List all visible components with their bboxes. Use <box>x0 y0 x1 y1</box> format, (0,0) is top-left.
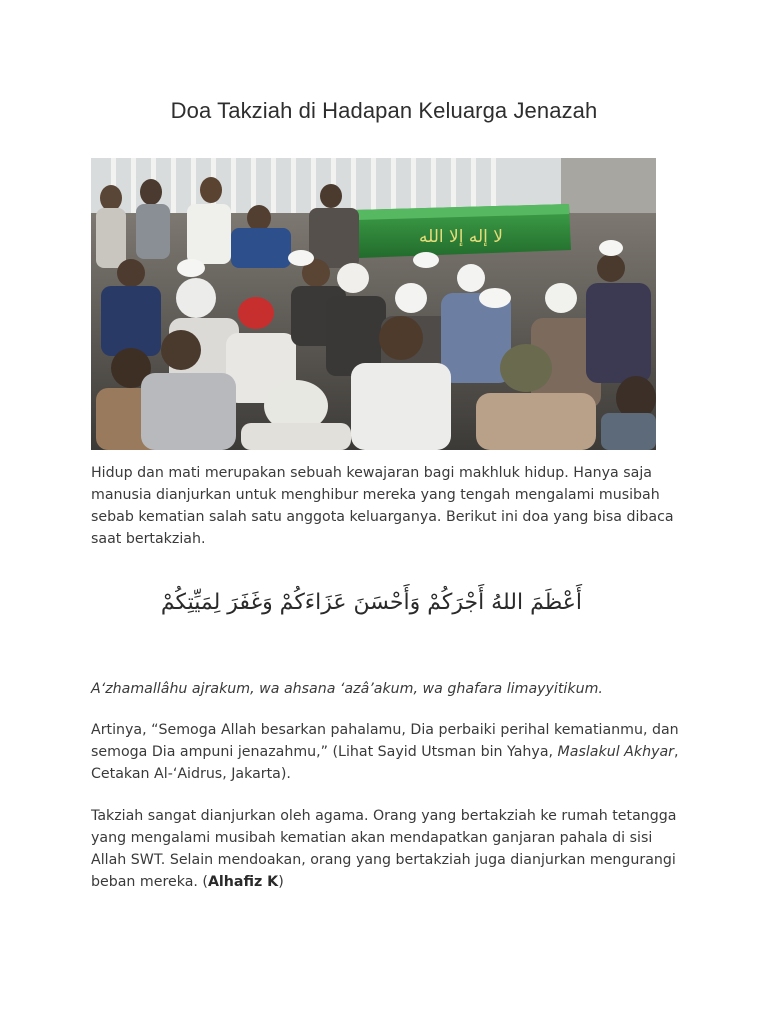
coffin-calligraphy: لا إله إلا الله <box>419 227 503 247</box>
intro-paragraph: Hidup dan mati merupakan sebuah kewajaran bagi makhluk hidup. Hanya saja manusia dianjurkan untuk menghibur mereka yang tengah mengalami musibah sebab kematian salah satu anggota keluarganya. Berikut ini doa yang bisa dibaca saat bertakziah. <box>91 465 674 547</box>
closing-text: Takziah sangat dianjurkan oleh agama. Orang yang bertakziah ke rumah tetangga yang mengalami musibah kematian akan mendapatkan ganjaran pahala di sisi Allah SWT. Selain mendoakan, orang yang bertakziah juga dianjurkan mengurangi beban mereka. ( <box>91 808 677 890</box>
meaning-text-end: , Cetakan Al-‘Aidrus, Jakarta). <box>91 744 679 782</box>
meaning-text-start: Artinya, “Semoga Allah besarkan pahalamu, Dia perbaiki perihal kematianmu, dan semoga Dia ampuni jenazahmu,” (Lihat Sayid Utsman bin Yahya, <box>91 722 679 760</box>
book-title: Maslakul Akhyar <box>557 744 674 760</box>
funeral-photo <box>91 158 656 450</box>
arabic-prayer: أَعْظَمَ اللهُ أَجْرَكُمْ وَأَحْسَنَ عَزَاءَكُمْ وَغَفَرَ لِمَيِّتِكُمْ <box>160 590 582 615</box>
author-name: Alhafiz K <box>207 874 279 890</box>
closing-paragraph <box>91 805 681 893</box>
meaning-paragraph <box>91 719 681 785</box>
closing-end: ) <box>278 874 284 890</box>
transliteration: A‘zhamallâhu ajrakum, wa ahsana ‘azâ’akum, wa ghafara limayyitikum. <box>91 681 603 697</box>
coffin <box>353 204 571 258</box>
article-title: Doa Takziah di Hadapan Keluarga Jenazah <box>170 98 598 123</box>
